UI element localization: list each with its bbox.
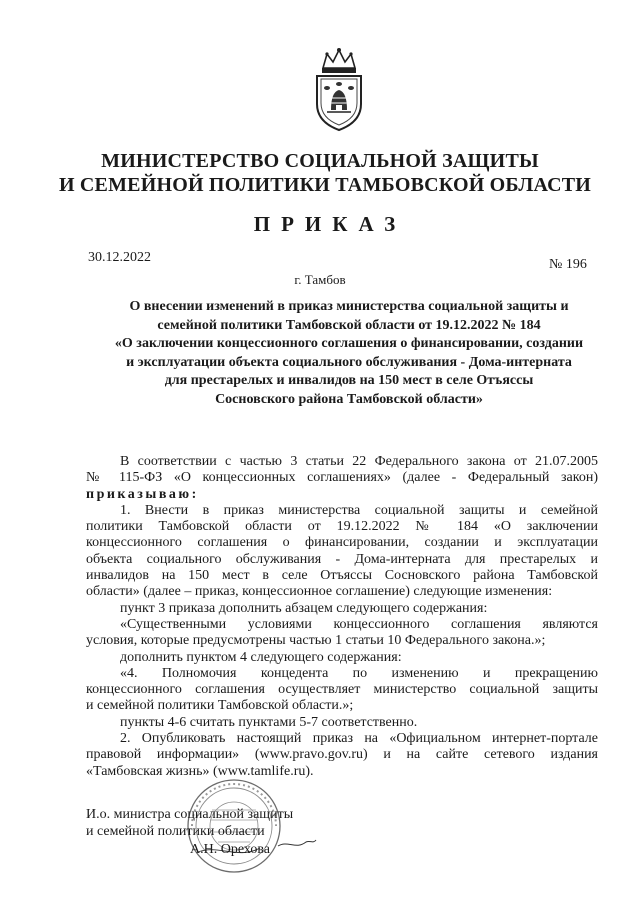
subject-line: «О заключении концессионного соглашения о финансировании, создании — [114, 336, 584, 351]
document-number: № 196 — [549, 257, 587, 272]
document-body — [86, 454, 598, 780]
body-line: политики Тамбовской области от 19.12.2022 № 184 «О заключении — [86, 519, 598, 535]
body-line: «Тамбовская жизнь» (www.tamlife.ru). — [86, 763, 314, 779]
body-line: условия, которые предусмотрены частью 1 статьи 10 Федерального закона.»; — [86, 633, 546, 649]
body-line: области» (далее – приказ, концессионное соглашение) следующие изменения: — [86, 584, 553, 600]
signatory-title-line1: И.о. министра социальной защиты — [86, 807, 294, 822]
body-line: № 115-ФЗ «О концессионных соглашениях» (далее - Федеральный закон) — [86, 470, 598, 486]
body-line: и семейной политики Тамбовской области.»; — [86, 698, 354, 714]
subject-line: О внесении изменений в приказ министерства социальной защиты и — [129, 299, 569, 314]
body-line: 1. Внести в приказ министерства социальной защиты и семейной — [120, 502, 598, 518]
subject-line: для престарелых и инвалидов на 150 мест в селе Отъяссы — [164, 373, 534, 388]
body-line: «Существенными условиями концессионного соглашения являются — [120, 616, 598, 632]
document-type-title: ПРИКАЗ — [253, 212, 407, 236]
body-line: концессионного соглашения осуществляет министерство социальной защиты — [86, 682, 598, 698]
coat-of-arms-icon — [305, 46, 373, 132]
order-keyword: приказываю: — [86, 486, 199, 502]
document-subject — [104, 298, 594, 409]
subject-line: семейной политики Тамбовской области от 19.12.2022 № 184 — [157, 317, 541, 333]
org-name-line2: И СЕМЕЙНОЙ ПОЛИТИКИ ТАМБОВСКОЙ ОБЛАСТИ — [58, 174, 592, 196]
signatory-title-line2: и семейной политики области — [86, 824, 265, 839]
document-date: 30.12.2022 — [88, 250, 151, 265]
body-line: 2. Опубликовать настоящий приказ на «Официальном интернет-портале — [120, 731, 598, 747]
body-line: пункты 4-6 считать пунктами 5-7 соответственно. — [120, 714, 418, 730]
signature-block — [86, 806, 293, 840]
document-city: г. Тамбов — [294, 272, 346, 287]
org-name-line1: МИНИСТЕРСТВО СОЦИАЛЬНОЙ ЗАЩИТЫ — [101, 150, 539, 172]
body-line: объекта социального обслуживания - Дома-интерната для престарелых и — [86, 551, 598, 567]
body-line: «4. Полномочия концедента по изменению и прекращению — [120, 665, 598, 681]
subject-line: Сосновского района Тамбовской области» — [215, 391, 483, 407]
body-line: пункт 3 приказа дополнить абзацем следующего содержания: — [120, 600, 488, 616]
body-line: В соответствии с частью 3 статьи 22 Федерального закона от 21.07.2005 — [120, 454, 598, 469]
body-line: инвалидов на 150 мест в селе Отъяссы Сосновского района Тамбовской — [86, 568, 598, 584]
body-line: дополнить пунктом 4 следующего содержания: — [120, 649, 402, 665]
subject-line: и эксплуатации объекта социального обслуживания - Дома-интерната — [126, 354, 572, 370]
signatory-name: А.Н. Орехова — [190, 842, 270, 857]
body-line: концессионного соглашения о финансировании, создании и эксплуатации — [86, 535, 598, 551]
body-line: правовой информации» (www.pravo.gov.ru) и на сайте сетевого издания — [86, 747, 598, 763]
